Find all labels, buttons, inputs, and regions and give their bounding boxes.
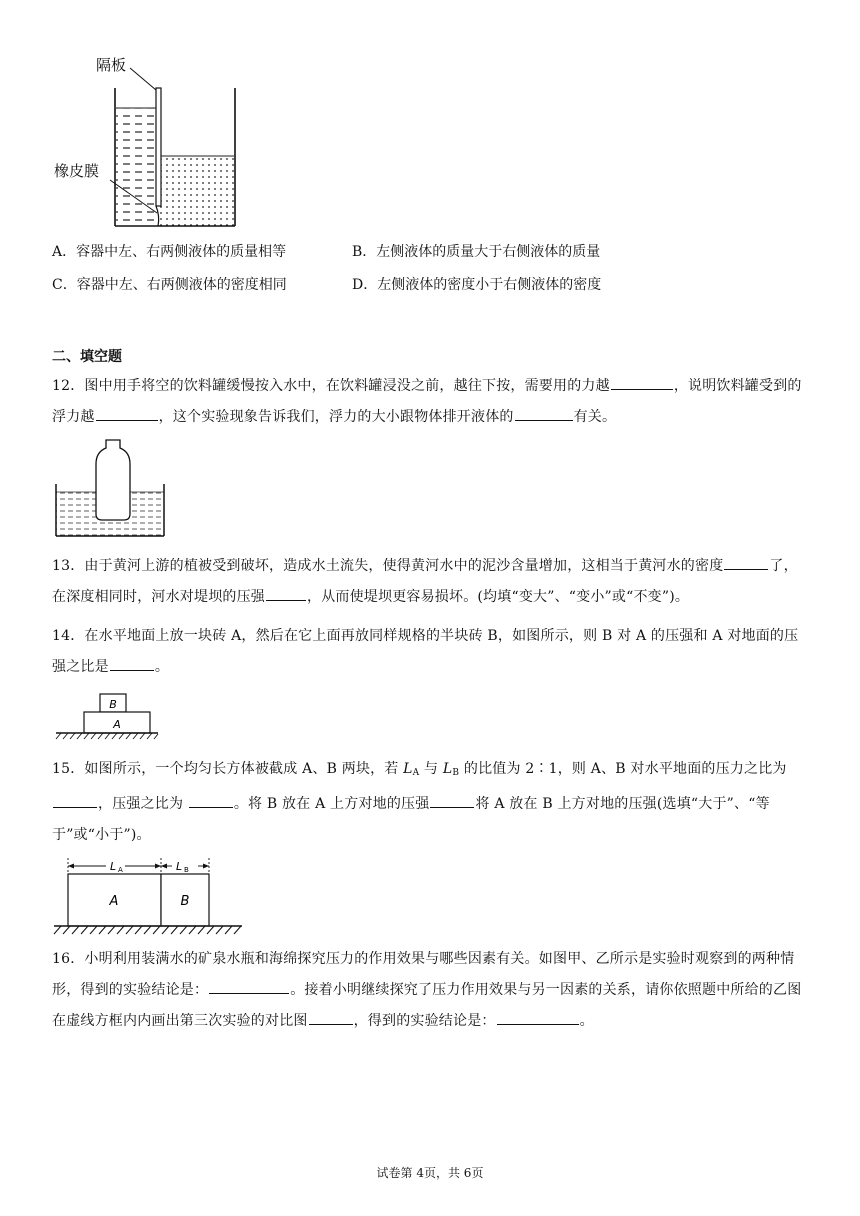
question-16 — [52, 944, 812, 1037]
lb-symbol: L — [442, 761, 453, 777]
fig-lb-sub: B — [184, 866, 189, 874]
section-title: 二、填空题 — [52, 349, 122, 365]
question-12 — [52, 371, 812, 433]
q15-text-6: 将 A 放在 B 上方对地的压强(选填“大于”、“等于”或“小于”)。 — [52, 796, 770, 843]
q15-blank-2[interactable] — [189, 793, 233, 808]
brick-b-label: B — [109, 698, 117, 711]
q16-blank-1[interactable] — [209, 979, 289, 994]
container-partition-figure — [50, 48, 250, 238]
question-15 — [52, 754, 812, 851]
q12-blank-3[interactable] — [515, 406, 573, 421]
option-c[interactable]: C．容器中左、右两侧液体的密度相同 — [52, 277, 287, 293]
q16-text-3: ，得到的实验结论是： — [353, 1013, 496, 1029]
question-13 — [52, 551, 812, 613]
bricks-figure — [52, 690, 162, 742]
q13-text-1: 13．由于黄河上游的植被受到破坏，造成水土流失，使得黄河水中的泥沙含量增加，这相当于黄河水的密度 — [52, 558, 724, 574]
fig-la-sub: A — [118, 866, 123, 874]
q14-text-1: 14．在水平地面上放一块砖 A，然后在它上面再放同样规格的半块砖 B，如图所示，则 B 对 A 的压强和 A 对地面的压强之比是 — [52, 628, 799, 675]
option-a[interactable]: A．容器中左、右两侧液体的质量相等 — [52, 244, 287, 260]
q15-text-1: 15．如图所示，一个均匀长方体被截成 A、B 两块，若 — [52, 761, 404, 777]
q15-text-2: 与 — [419, 761, 443, 777]
lb-subscript: B — [452, 768, 460, 778]
q13-text-3: ，从而使堤坝更容易损坏。(均填“变大”、“变小”或“不变”)。 — [307, 589, 690, 605]
q15-blank-1[interactable] — [53, 793, 97, 808]
option-b[interactable]: B．左侧液体的质量大于右侧液体的质量 — [352, 244, 601, 260]
page-footer: 试卷第 4页，共 6页 — [376, 1166, 484, 1180]
q16-text-2: 。接着小明继续探究了压力作用效果与另一因素的关系，请你依照题中所给的乙图在虚线方框内内画出第三次实验的对比图 — [52, 982, 802, 1029]
q13-blank-1[interactable] — [724, 555, 768, 570]
option-d[interactable]: D．左侧液体的密度小于右侧液体的密度 — [352, 277, 602, 293]
q13-blank-2[interactable] — [266, 586, 306, 601]
q16-text-1: 16．小明利用装满水的矿泉水瓶和海绵探究压力的作用效果与哪些因素有关。如图甲、乙所示是实验时观察到的两种情形，得到的实验结论是： — [52, 951, 795, 998]
brick-a-label: A — [113, 718, 121, 731]
fig-lb-label: L — [176, 860, 183, 873]
q12-text-2: ，说明饮料罐受到的浮力越 — [52, 378, 802, 425]
blocks-ab-figure — [52, 852, 246, 938]
q14-text-2: 。 — [154, 659, 170, 675]
q14-blank-1[interactable] — [110, 656, 154, 671]
q12-text-1: 12．图中用手将空的饮料罐缓慢按入水中，在饮料罐浸没之前，越往下按，需要用的力越 — [52, 378, 610, 394]
q16-blank-2[interactable] — [309, 1010, 353, 1025]
block-a-label: A — [109, 894, 119, 909]
la-subscript: A — [412, 768, 420, 778]
question-14 — [52, 621, 812, 683]
bottle-in-water-figure — [52, 436, 172, 542]
q16-text-4: 。 — [579, 1013, 594, 1029]
la-symbol: L — [403, 761, 413, 777]
q16-blank-3[interactable] — [497, 1010, 579, 1025]
membrane-label: 橡皮膜 — [54, 162, 100, 180]
q13-text-2: 了，在深度相同时，河水对堤坝的压强 — [52, 558, 798, 605]
block-b-label: B — [180, 894, 190, 909]
partition-label: 隔板 — [96, 56, 127, 74]
q15-text-5: 。将 B 放在 A 上方对地的压强 — [233, 796, 430, 812]
q15-blank-3[interactable] — [430, 793, 474, 808]
q15-text-3: 的比值为 2∶1，则 A、B 对水平地面的压力之比为 — [459, 761, 787, 777]
q15-text-4: ，压强之比为 — [98, 796, 184, 812]
fig-la-label: L — [110, 860, 117, 873]
q12-text-4: 有关。 — [573, 409, 617, 425]
q12-blank-2[interactable] — [96, 406, 158, 421]
q12-text-3: ，这个实验现象告诉我们，浮力的大小跟物体排开液体的 — [158, 409, 514, 425]
q12-blank-1[interactable] — [611, 375, 673, 390]
